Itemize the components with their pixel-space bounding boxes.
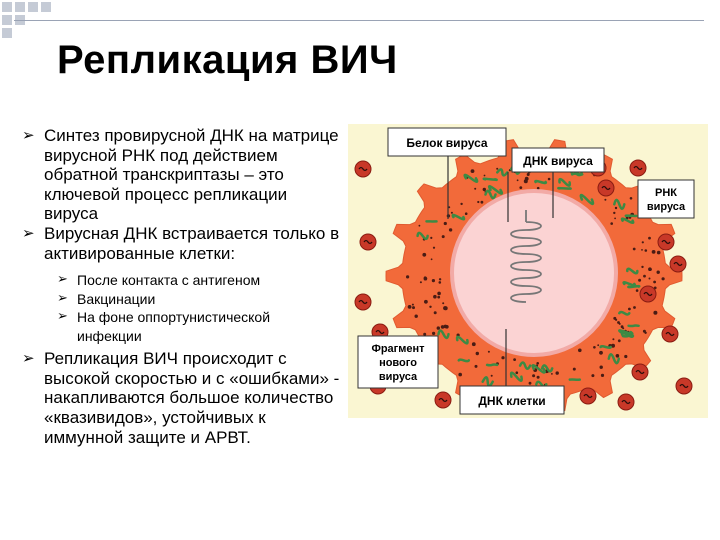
arrow-bullet-icon: ➢ <box>22 223 35 242</box>
bullet-list <box>22 126 342 447</box>
cytoplasm-dot <box>597 344 599 346</box>
cytoplasm-dot <box>653 281 656 284</box>
bullet-item <box>22 126 342 224</box>
cytoplasm-dot <box>548 178 551 181</box>
cytoplasm-dot <box>516 371 519 374</box>
cytoplasm-dot <box>633 248 636 251</box>
cytoplasm-dot <box>636 289 639 292</box>
cytoplasm-dot <box>601 374 604 377</box>
cytoplasm-dot <box>471 169 475 173</box>
virus-fragment <box>662 326 678 342</box>
cytoplasm-dot <box>476 352 479 355</box>
cytoplasm-dot <box>649 278 651 280</box>
cytoplasm-dot <box>642 241 644 243</box>
cytoplasm-dot <box>604 199 606 201</box>
label-virus-dna: ДНК вируса <box>523 154 593 168</box>
cytoplasm-dot <box>424 300 428 304</box>
cytoplasm-dot <box>622 327 624 329</box>
bullet-item <box>22 224 342 263</box>
cytoplasm-dot <box>628 308 631 311</box>
cytoplasm-dot <box>657 251 661 255</box>
cytoplasm-dot <box>662 277 665 280</box>
cytoplasm-dot <box>488 351 490 353</box>
cytoplasm-dot <box>652 250 656 254</box>
arrow-bullet-icon: ➢ <box>57 309 68 325</box>
cytoplasm-dot <box>483 188 486 191</box>
cytoplasm-dot <box>513 358 516 361</box>
cytoplasm-dot <box>645 249 648 252</box>
cytoplasm-dot <box>525 177 529 181</box>
cytoplasm-dot <box>615 319 617 321</box>
cytoplasm-dot <box>442 235 445 238</box>
cytoplasm-dot <box>641 266 643 268</box>
cytoplasm-dot <box>556 371 559 374</box>
cytoplasm-dot <box>437 292 441 296</box>
cytoplasm-dot <box>465 212 468 215</box>
cytoplasm-dot <box>501 356 504 359</box>
cytoplasm-dot <box>600 366 603 369</box>
cytoplasm-dot <box>612 338 614 340</box>
cytoplasm-dot <box>517 179 519 181</box>
cytoplasm-dot <box>412 304 414 306</box>
virus-fragment <box>435 392 451 408</box>
arrow-bullet-icon: ➢ <box>22 349 35 368</box>
label-cell-dna: ДНК клетки <box>478 394 546 408</box>
cytoplasm-dot <box>423 333 426 336</box>
cytoplasm-dot <box>653 311 657 315</box>
cytoplasm-dot <box>437 296 440 299</box>
cytoplasm-dot <box>551 373 553 375</box>
virus-fragment <box>676 378 692 394</box>
cytoplasm-dot <box>475 365 478 368</box>
cytoplasm-dot <box>431 258 433 260</box>
cytoplasm-dot <box>532 374 535 377</box>
cytoplasm-dot <box>591 374 594 377</box>
cytoplasm-dot <box>432 279 435 282</box>
virus-fragment <box>618 394 634 410</box>
rna-strand <box>629 326 639 327</box>
cytoplasm-dot <box>458 373 462 377</box>
cytoplasm-dot <box>408 305 412 309</box>
sub-bullet-item <box>57 271 342 290</box>
cytoplasm-dot <box>641 249 643 251</box>
cytoplasm-dot <box>444 222 447 225</box>
sub-bullet-text: На фоне оппортунистической инфекции <box>77 309 271 344</box>
cytoplasm-dot <box>484 175 486 177</box>
arrow-bullet-icon: ➢ <box>57 290 68 306</box>
cytoplasm-dot <box>434 311 437 314</box>
label-virus-rna-line2: вируса <box>646 201 686 213</box>
virus-fragment <box>580 388 596 404</box>
cytoplasm-dot <box>491 375 493 377</box>
cytoplasm-dot <box>619 323 621 325</box>
cytoplasm-dot <box>424 276 427 279</box>
cytoplasm-dot <box>437 326 440 329</box>
cytoplasm-dot <box>593 346 596 349</box>
cytoplasm-dot <box>529 382 532 385</box>
cytoplasm-dot <box>615 207 617 209</box>
cytoplasm-dot <box>441 325 445 329</box>
cytoplasm-dot <box>618 339 621 342</box>
cytoplasm-dot <box>610 222 613 225</box>
nucleus <box>452 191 616 355</box>
bullet-text: Репликация ВИЧ происходит с высокой скоростью и с «ошибками» - накапливаются большое количество «квазивидов», устойчивых к иммунной защите и АРВТ. <box>44 349 340 447</box>
hiv-replication-diagram <box>348 124 708 418</box>
cytoplasm-dot <box>650 268 652 270</box>
bullet-item <box>22 349 342 447</box>
arrow-bullet-icon: ➢ <box>22 126 35 144</box>
label-new-fragment-line3: вируса <box>378 371 418 383</box>
cytoplasm-dot <box>432 332 435 335</box>
cytoplasm-dot <box>496 168 498 170</box>
cytoplasm-dot <box>644 332 646 334</box>
virus-fragment <box>355 161 371 177</box>
cytoplasm-dot <box>442 302 444 304</box>
rna-strand <box>487 365 497 366</box>
header-rule <box>14 20 704 21</box>
cytoplasm-dot <box>422 253 426 257</box>
virus-fragment <box>598 180 614 196</box>
bullet-text: Синтез провирусной ДНК на матрице вирусной РНК под действием обратной транскриптазы – это ключевой процесс репликации вируса <box>44 126 339 224</box>
cytoplasm-dot <box>643 275 646 278</box>
cytoplasm-dot <box>444 306 448 310</box>
rna-strand <box>558 188 570 189</box>
cytoplasm-dot <box>472 342 476 346</box>
cytoplasm-dot <box>429 306 431 308</box>
virus-fragment <box>355 294 371 310</box>
bullet-text: Вирусная ДНК встраивается только в активированные клетки: <box>44 223 340 263</box>
cytoplasm-dot <box>406 275 409 278</box>
cytoplasm-dot <box>527 173 530 176</box>
label-new-fragment-line1: Фрагмент <box>371 343 425 355</box>
cytoplasm-dot <box>451 212 453 214</box>
rna-strand <box>601 346 611 347</box>
sub-bullet-text: После контакта с антигеном <box>77 272 261 289</box>
cytoplasm-dot <box>657 271 660 274</box>
cytoplasm-dot <box>537 376 540 379</box>
slide-title: Репликация ВИЧ <box>57 38 398 82</box>
cytoplasm-dot <box>439 278 441 280</box>
virus-fragment <box>630 160 646 176</box>
cytoplasm-dot <box>412 306 415 309</box>
cytoplasm-dot <box>420 281 422 283</box>
cytoplasm-dot <box>536 362 539 365</box>
cytoplasm-dot <box>638 279 641 282</box>
virus-fragment <box>670 256 686 272</box>
cytoplasm-dot <box>630 197 633 200</box>
cytoplasm-dot <box>578 349 582 353</box>
cytoplasm-dot <box>633 306 636 309</box>
cytoplasm-dot <box>648 237 651 240</box>
cytoplasm-dot <box>415 315 418 318</box>
label-virus-protein: Белок вируса <box>406 136 488 150</box>
arrow-bullet-icon: ➢ <box>57 272 68 288</box>
cytoplasm-dot <box>474 188 476 190</box>
label-new-fragment-line2: нового <box>379 357 417 369</box>
virus-fragment <box>640 286 656 302</box>
cytoplasm-dot <box>616 354 620 358</box>
cytoplasm-dot <box>573 368 576 371</box>
rna-strand <box>484 179 497 180</box>
rna-strand <box>623 336 633 337</box>
cytoplasm-dot <box>481 201 484 204</box>
virus-fragment <box>632 364 648 380</box>
sub-bullet-item <box>57 308 327 345</box>
cytoplasm-dot <box>614 218 616 220</box>
cytoplasm-dot <box>430 237 432 239</box>
cytoplasm-dot <box>477 201 479 203</box>
cytoplasm-dot <box>433 247 435 249</box>
sub-bullet-item <box>57 290 342 309</box>
cytoplasm-dot <box>419 225 421 227</box>
sub-bullet-text: Вакцинации <box>77 290 156 307</box>
label-virus-rna-line1: РНК <box>655 187 677 199</box>
cytoplasm-dot <box>433 295 437 299</box>
cytoplasm-dot <box>519 186 522 189</box>
cytoplasm-dot <box>449 228 452 231</box>
cytoplasm-dot <box>599 351 603 355</box>
cytoplasm-dot <box>624 355 627 358</box>
cytoplasm-dot <box>439 281 442 284</box>
cytoplasm-dot <box>613 212 615 214</box>
virus-fragment <box>360 234 376 250</box>
cytoplasm-dot <box>460 203 462 205</box>
virus-fragment <box>658 234 674 250</box>
